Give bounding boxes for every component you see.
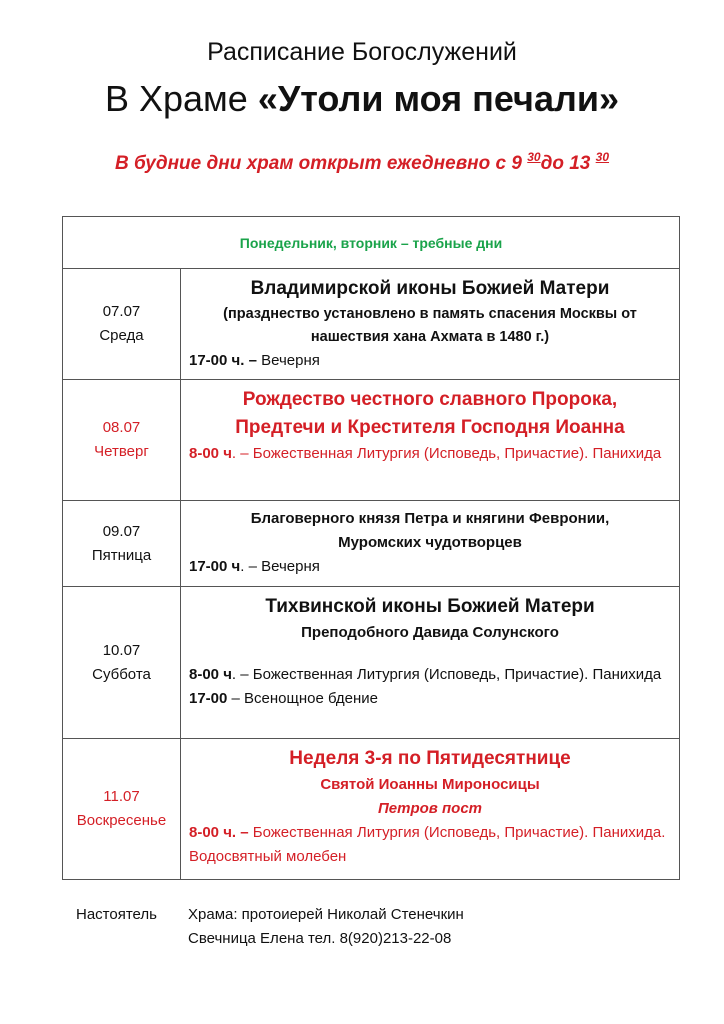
date: 07.07 (102, 303, 141, 320)
table-row (63, 739, 680, 880)
title-line1: Расписание Богослужений (207, 38, 517, 66)
contact: Свечница Елена тел. 8(920)213-22-08 (188, 930, 452, 947)
feast-title: Тихвинской иконы Божией Матери (265, 596, 595, 617)
table-row (63, 380, 680, 501)
hours-close-min: 30 (595, 150, 610, 164)
footer-label: Настоятель (76, 906, 157, 923)
weekday: Суббота (92, 665, 151, 683)
event-cell (181, 587, 680, 739)
hours-mid: до 13 (540, 153, 596, 174)
service-line (189, 687, 671, 711)
service-text: . – Божественная Литургия (Исповедь, Причастие). Панихида (231, 445, 662, 462)
date-cell (63, 739, 181, 880)
hours-open-min: 30 (527, 150, 541, 164)
page-title (0, 78, 724, 120)
rector: Храма: протоиерей Николай Стенечкин (188, 906, 464, 923)
service-text: – Всенощное бдение (227, 690, 379, 707)
church-name: «Утоли моя печали» (257, 78, 619, 119)
date-cell (63, 380, 181, 501)
service-line (189, 349, 671, 373)
fast-label: Петров пост (377, 800, 483, 817)
service-time: 17-00 ч. – (189, 352, 257, 369)
feast-subtitle: Преподобного Давида Солунского (301, 624, 559, 641)
date: 10.07 (102, 641, 141, 659)
date: 11.07 (103, 788, 140, 805)
service-text: . – Божественная Литургия (Исповедь, Причастие). Панихида (231, 666, 662, 683)
opening-hours (0, 150, 724, 175)
footer (76, 903, 464, 951)
schedule-table (62, 216, 680, 880)
hours-text: В будние дни храм открыт ежедневно с 9 (114, 153, 528, 174)
feast-title: Рождество честного славного Пророка, Предтечи и Крестителя Господня Иоанна (235, 389, 625, 438)
table-row (63, 269, 680, 380)
feast-title: Благоверного князя Петра и княгини Февронии, Муромских чудотворцев (250, 510, 610, 551)
event-cell (181, 269, 680, 380)
feast-title: Владимирской иконы Божией Матери (250, 278, 610, 299)
date-cell (63, 269, 181, 380)
weekday: Пятница (91, 546, 152, 564)
feast-note: (празднество установлено в память спасения Москвы от нашествия хана Ахмата в 1480 г.) (223, 306, 637, 345)
service-line (189, 821, 671, 869)
service-text: Вечерня (256, 352, 320, 369)
service-time: 17-00 (189, 690, 228, 707)
service-time: 8-00 ч (189, 445, 232, 462)
feast-subtitle: Святой Иоанны Мироносицы (320, 776, 540, 793)
weekday: Среда (99, 327, 144, 344)
service-line (189, 442, 671, 466)
top-note: Понедельник, вторник – требные дни (63, 217, 680, 269)
date: 08.07 (102, 419, 141, 436)
service-text: . – Вечерня (240, 558, 320, 575)
weekday: Четверг (94, 443, 149, 460)
date: 09.07 (102, 522, 141, 540)
feast-title: Неделя 3-я по Пятидесятнице (289, 748, 571, 769)
service-time: 17-00 ч (189, 558, 241, 575)
date-cell (63, 587, 181, 739)
table-row (63, 587, 680, 739)
service-text: Божественная Литургия (Исповедь, Причастие). Панихида. Водосвятный молебен (189, 824, 666, 865)
service-time: 8-00 ч (189, 666, 232, 683)
event-cell (181, 380, 680, 501)
weekday: Воскресенье (76, 812, 167, 829)
service-line (189, 663, 671, 687)
event-cell (181, 501, 680, 587)
table-header-row (63, 217, 680, 269)
title-prefix: В Храме (104, 78, 258, 119)
service-time: 8-00 ч. – (189, 824, 249, 841)
event-cell (181, 739, 680, 880)
service-line (189, 555, 671, 579)
date-cell (63, 501, 181, 587)
table-row (63, 501, 680, 587)
